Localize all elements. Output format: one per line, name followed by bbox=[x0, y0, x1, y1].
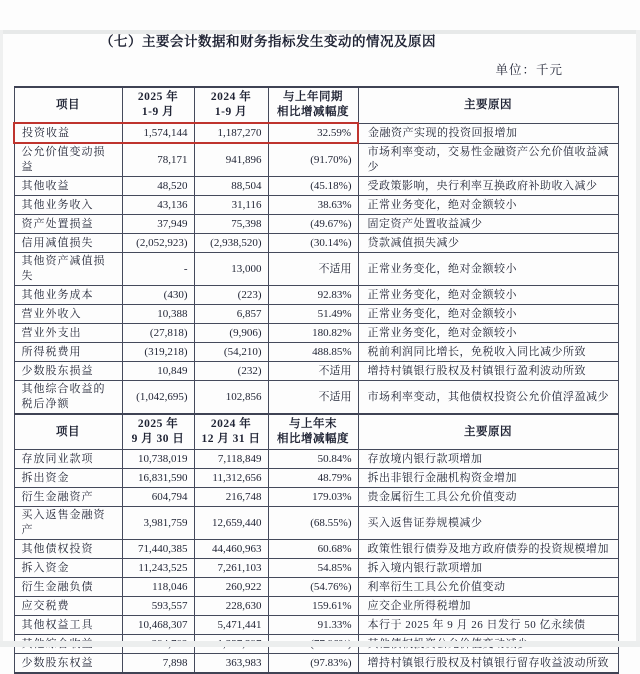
table-row bbox=[14, 578, 618, 597]
change-cell: 180.82% bbox=[268, 324, 358, 343]
value-2025-cell: - bbox=[122, 253, 194, 286]
value-2024-cell: (223) bbox=[194, 286, 268, 305]
value-2025-cell: (430) bbox=[122, 286, 194, 305]
value-2024-cell: (2,938,520) bbox=[194, 234, 268, 253]
header-2024-period: 2024 年 1-9 月 bbox=[194, 87, 268, 123]
value-2025-cell: 71,440,385 bbox=[122, 540, 194, 559]
item-cell: 衍生金融负债 bbox=[14, 578, 122, 597]
value-2025-cell: 10,468,307 bbox=[122, 616, 194, 635]
table-row bbox=[14, 143, 618, 177]
change-cell: (54.76%) bbox=[268, 578, 358, 597]
header-change-vs-yearend: 与上年末 相比增减幅度 bbox=[268, 414, 358, 450]
reason-cell: 利率衍生工具公允价值变动 bbox=[358, 578, 618, 597]
table-row bbox=[14, 286, 618, 305]
item-cell: 其他业务成本 bbox=[14, 286, 122, 305]
value-2024-cell: 75,398 bbox=[194, 215, 268, 234]
header-item: 项目 bbox=[14, 87, 122, 123]
item-cell: 衍生金融资产 bbox=[14, 488, 122, 507]
table-row bbox=[14, 324, 618, 343]
value-2024-cell: 12,659,440 bbox=[194, 507, 268, 540]
table-row bbox=[14, 215, 618, 234]
item-cell: 其他权益工具 bbox=[14, 616, 122, 635]
item-cell: 少数股东权益 bbox=[14, 654, 122, 674]
reason-cell: 受政策影响，央行利率互换政府补助收入减少 bbox=[358, 177, 618, 196]
item-cell: 其他业务收入 bbox=[14, 196, 122, 215]
item-cell: 买入返售金融资产 bbox=[14, 507, 122, 540]
value-2024-cell: 31,116 bbox=[194, 196, 268, 215]
header-2025-date: 2025 年 9 月 30 日 bbox=[122, 414, 194, 450]
change-cell: (30.14%) bbox=[268, 234, 358, 253]
table-row bbox=[14, 559, 618, 578]
change-cell: (68.55%) bbox=[268, 507, 358, 540]
header-change-yoy: 与上年同期 相比增减幅度 bbox=[268, 87, 358, 123]
value-2024-cell: 88,504 bbox=[194, 177, 268, 196]
change-cell: 159.61% bbox=[268, 597, 358, 616]
item-cell: 其他综合收益的税后净额 bbox=[14, 381, 122, 415]
value-2024-cell: 216,748 bbox=[194, 488, 268, 507]
header-2025-period: 2025 年 1-9 月 bbox=[122, 87, 194, 123]
change-cell: 488.85% bbox=[268, 343, 358, 362]
reason-cell: 政策性银行债券及地方政府债券的投资规模增加 bbox=[358, 540, 618, 559]
change-cell: 179.03% bbox=[268, 488, 358, 507]
header-main-reason: 主要原因 bbox=[358, 87, 618, 123]
item-cell: 所得税费用 bbox=[14, 343, 122, 362]
value-2024-cell: 363,983 bbox=[194, 654, 268, 674]
reason-cell: 贷款减值损失减少 bbox=[358, 234, 618, 253]
value-2025-cell: 37,949 bbox=[122, 215, 194, 234]
reason-cell: 增持村镇银行股权及村镇银行留存收益波动所致 bbox=[358, 654, 618, 674]
value-2025-cell: 78,171 bbox=[122, 143, 194, 177]
item-cell: 拆出资金 bbox=[14, 469, 122, 488]
value-2024-cell: 6,857 bbox=[194, 305, 268, 324]
value-2025-cell: 10,849 bbox=[122, 362, 194, 381]
table-row bbox=[14, 654, 618, 674]
header-2024-date: 2024 年 12 月 31 日 bbox=[194, 414, 268, 450]
change-cell: 48.79% bbox=[268, 469, 358, 488]
table-row bbox=[14, 450, 618, 469]
reason-cell: 拆入境内银行款项增加 bbox=[358, 559, 618, 578]
value-2025-cell: (2,052,923) bbox=[122, 234, 194, 253]
header-item: 项目 bbox=[14, 414, 122, 450]
balance-table-header-row bbox=[14, 414, 618, 450]
reason-cell: 正常业务变化，绝对金额较小 bbox=[358, 286, 618, 305]
table-row bbox=[14, 469, 618, 488]
value-2024-cell: (9,906) bbox=[194, 324, 268, 343]
value-2024-cell: 102,856 bbox=[194, 381, 268, 415]
value-2025-cell: 10,388 bbox=[122, 305, 194, 324]
value-2025-cell: 593,557 bbox=[122, 597, 194, 616]
change-cell: 不适用 bbox=[268, 381, 358, 415]
table-row bbox=[14, 362, 618, 381]
table-row bbox=[14, 234, 618, 253]
value-2024-cell: 7,118,849 bbox=[194, 450, 268, 469]
item-cell: 应交税费 bbox=[14, 597, 122, 616]
table-row bbox=[14, 177, 618, 196]
item-cell: 其他债权投资 bbox=[14, 540, 122, 559]
change-cell: 92.83% bbox=[268, 286, 358, 305]
value-2024-cell: 5,471,441 bbox=[194, 616, 268, 635]
change-cell: 91.33% bbox=[268, 616, 358, 635]
value-2024-cell: (232) bbox=[194, 362, 268, 381]
item-cell: 少数股东损益 bbox=[14, 362, 122, 381]
page-edge-right bbox=[636, 30, 640, 647]
value-2025-cell: (319,218) bbox=[122, 343, 194, 362]
item-cell: 公允价值变动损益 bbox=[14, 143, 122, 177]
item-cell: 存放同业款项 bbox=[14, 450, 122, 469]
section-title: （七）主要会计数据和财务指标发生变动的情况及原因 bbox=[100, 34, 436, 49]
item-cell: 信用减值损失 bbox=[14, 234, 122, 253]
value-2025-cell: 3,981,759 bbox=[122, 507, 194, 540]
unit-label: 单位：千元 bbox=[495, 63, 563, 77]
change-cell: (97.83%) bbox=[268, 654, 358, 674]
value-2024-cell: 228,630 bbox=[194, 597, 268, 616]
reason-cell: 正常业务变化，绝对金额较小 bbox=[358, 305, 618, 324]
value-2025-cell: 16,831,590 bbox=[122, 469, 194, 488]
value-2025-cell: 48,520 bbox=[122, 177, 194, 196]
reason-cell: 拆出非银行金融机构资金增加 bbox=[358, 469, 618, 488]
table-row bbox=[14, 616, 618, 635]
reason-cell: 贵金属衍生工具公允价值变动 bbox=[358, 488, 618, 507]
change-cell: 54.85% bbox=[268, 559, 358, 578]
header-main-reason: 主要原因 bbox=[358, 414, 618, 450]
reason-cell: 存放境内银行款项增加 bbox=[358, 450, 618, 469]
item-cell: 资产处置损益 bbox=[14, 215, 122, 234]
change-cell: 60.68% bbox=[268, 540, 358, 559]
value-2024-cell: 941,896 bbox=[194, 143, 268, 177]
table-row bbox=[14, 253, 618, 286]
table-row bbox=[14, 540, 618, 559]
change-cell: 不适用 bbox=[268, 362, 358, 381]
value-2025-cell: 7,898 bbox=[122, 654, 194, 674]
value-2025-cell: 10,738,019 bbox=[122, 450, 194, 469]
reason-cell: 正常业务变化，绝对金额较小 bbox=[358, 324, 618, 343]
change-cell: 38.63% bbox=[268, 196, 358, 215]
value-2024-cell: 13,000 bbox=[194, 253, 268, 286]
table-row bbox=[14, 196, 618, 215]
reason-cell: 应交企业所得税增加 bbox=[358, 597, 618, 616]
table-row bbox=[14, 488, 618, 507]
value-2024-cell: (54,210) bbox=[194, 343, 268, 362]
table-row bbox=[14, 597, 618, 616]
value-2025-cell: 1,574,144 bbox=[122, 123, 194, 143]
table-row bbox=[14, 305, 618, 324]
reason-cell: 增持村镇银行股权及村镇银行盈利波动所致 bbox=[358, 362, 618, 381]
page-edge-top bbox=[0, 30, 640, 34]
value-2024-cell: 260,922 bbox=[194, 578, 268, 597]
value-2024-cell: 1,187,270 bbox=[194, 123, 268, 143]
reason-cell: 市场利率变动，交易性金融资产公允价值收益减少 bbox=[358, 143, 618, 177]
reason-cell: 金融资产实现的投资回报增加 bbox=[358, 123, 618, 143]
item-cell: 其他资产减值损失 bbox=[14, 253, 122, 286]
value-2024-cell: 7,261,103 bbox=[194, 559, 268, 578]
value-2025-cell: 43,136 bbox=[122, 196, 194, 215]
value-2024-cell: 11,312,656 bbox=[194, 469, 268, 488]
value-2025-cell: 118,046 bbox=[122, 578, 194, 597]
financial-changes-table bbox=[13, 86, 619, 674]
value-2024-cell: 44,460,963 bbox=[194, 540, 268, 559]
change-cell: (91.70%) bbox=[268, 143, 358, 177]
reason-cell: 买入返售证券规模减少 bbox=[358, 507, 618, 540]
change-cell: 不适用 bbox=[268, 253, 358, 286]
change-cell: (45.18%) bbox=[268, 177, 358, 196]
reason-cell: 正常业务变化，绝对金额较小 bbox=[358, 196, 618, 215]
value-2025-cell: (1,042,695) bbox=[122, 381, 194, 415]
item-cell: 其他收益 bbox=[14, 177, 122, 196]
period-table-header-row bbox=[14, 87, 618, 123]
item-cell: 营业外支出 bbox=[14, 324, 122, 343]
change-cell: 51.49% bbox=[268, 305, 358, 324]
reason-cell: 本行于 2025 年 9 月 26 日发行 50 亿永续债 bbox=[358, 616, 618, 635]
reason-cell: 固定资产处置收益减少 bbox=[358, 215, 618, 234]
value-2025-cell: (27,818) bbox=[122, 324, 194, 343]
item-cell: 营业外收入 bbox=[14, 305, 122, 324]
table-row bbox=[14, 507, 618, 540]
page-edge-bottom bbox=[0, 641, 640, 647]
value-2025-cell: 604,794 bbox=[122, 488, 194, 507]
reason-cell: 税前利润同比增长，免税收入同比减少所致 bbox=[358, 343, 618, 362]
table-row bbox=[14, 343, 618, 362]
item-cell: 投资收益 bbox=[14, 123, 122, 143]
table-row bbox=[14, 123, 618, 143]
change-cell: 50.84% bbox=[268, 450, 358, 469]
value-2025-cell: 11,243,525 bbox=[122, 559, 194, 578]
reason-cell: 正常业务变化，绝对金额较小 bbox=[358, 253, 618, 286]
reason-cell: 市场利率变动，其他债权投资公允价值浮盈减少 bbox=[358, 381, 618, 415]
table-row bbox=[14, 381, 618, 415]
change-cell: (49.67%) bbox=[268, 215, 358, 234]
change-cell: 32.59% bbox=[268, 123, 358, 143]
page-edge-left bbox=[0, 30, 3, 647]
item-cell: 拆入资金 bbox=[14, 559, 122, 578]
